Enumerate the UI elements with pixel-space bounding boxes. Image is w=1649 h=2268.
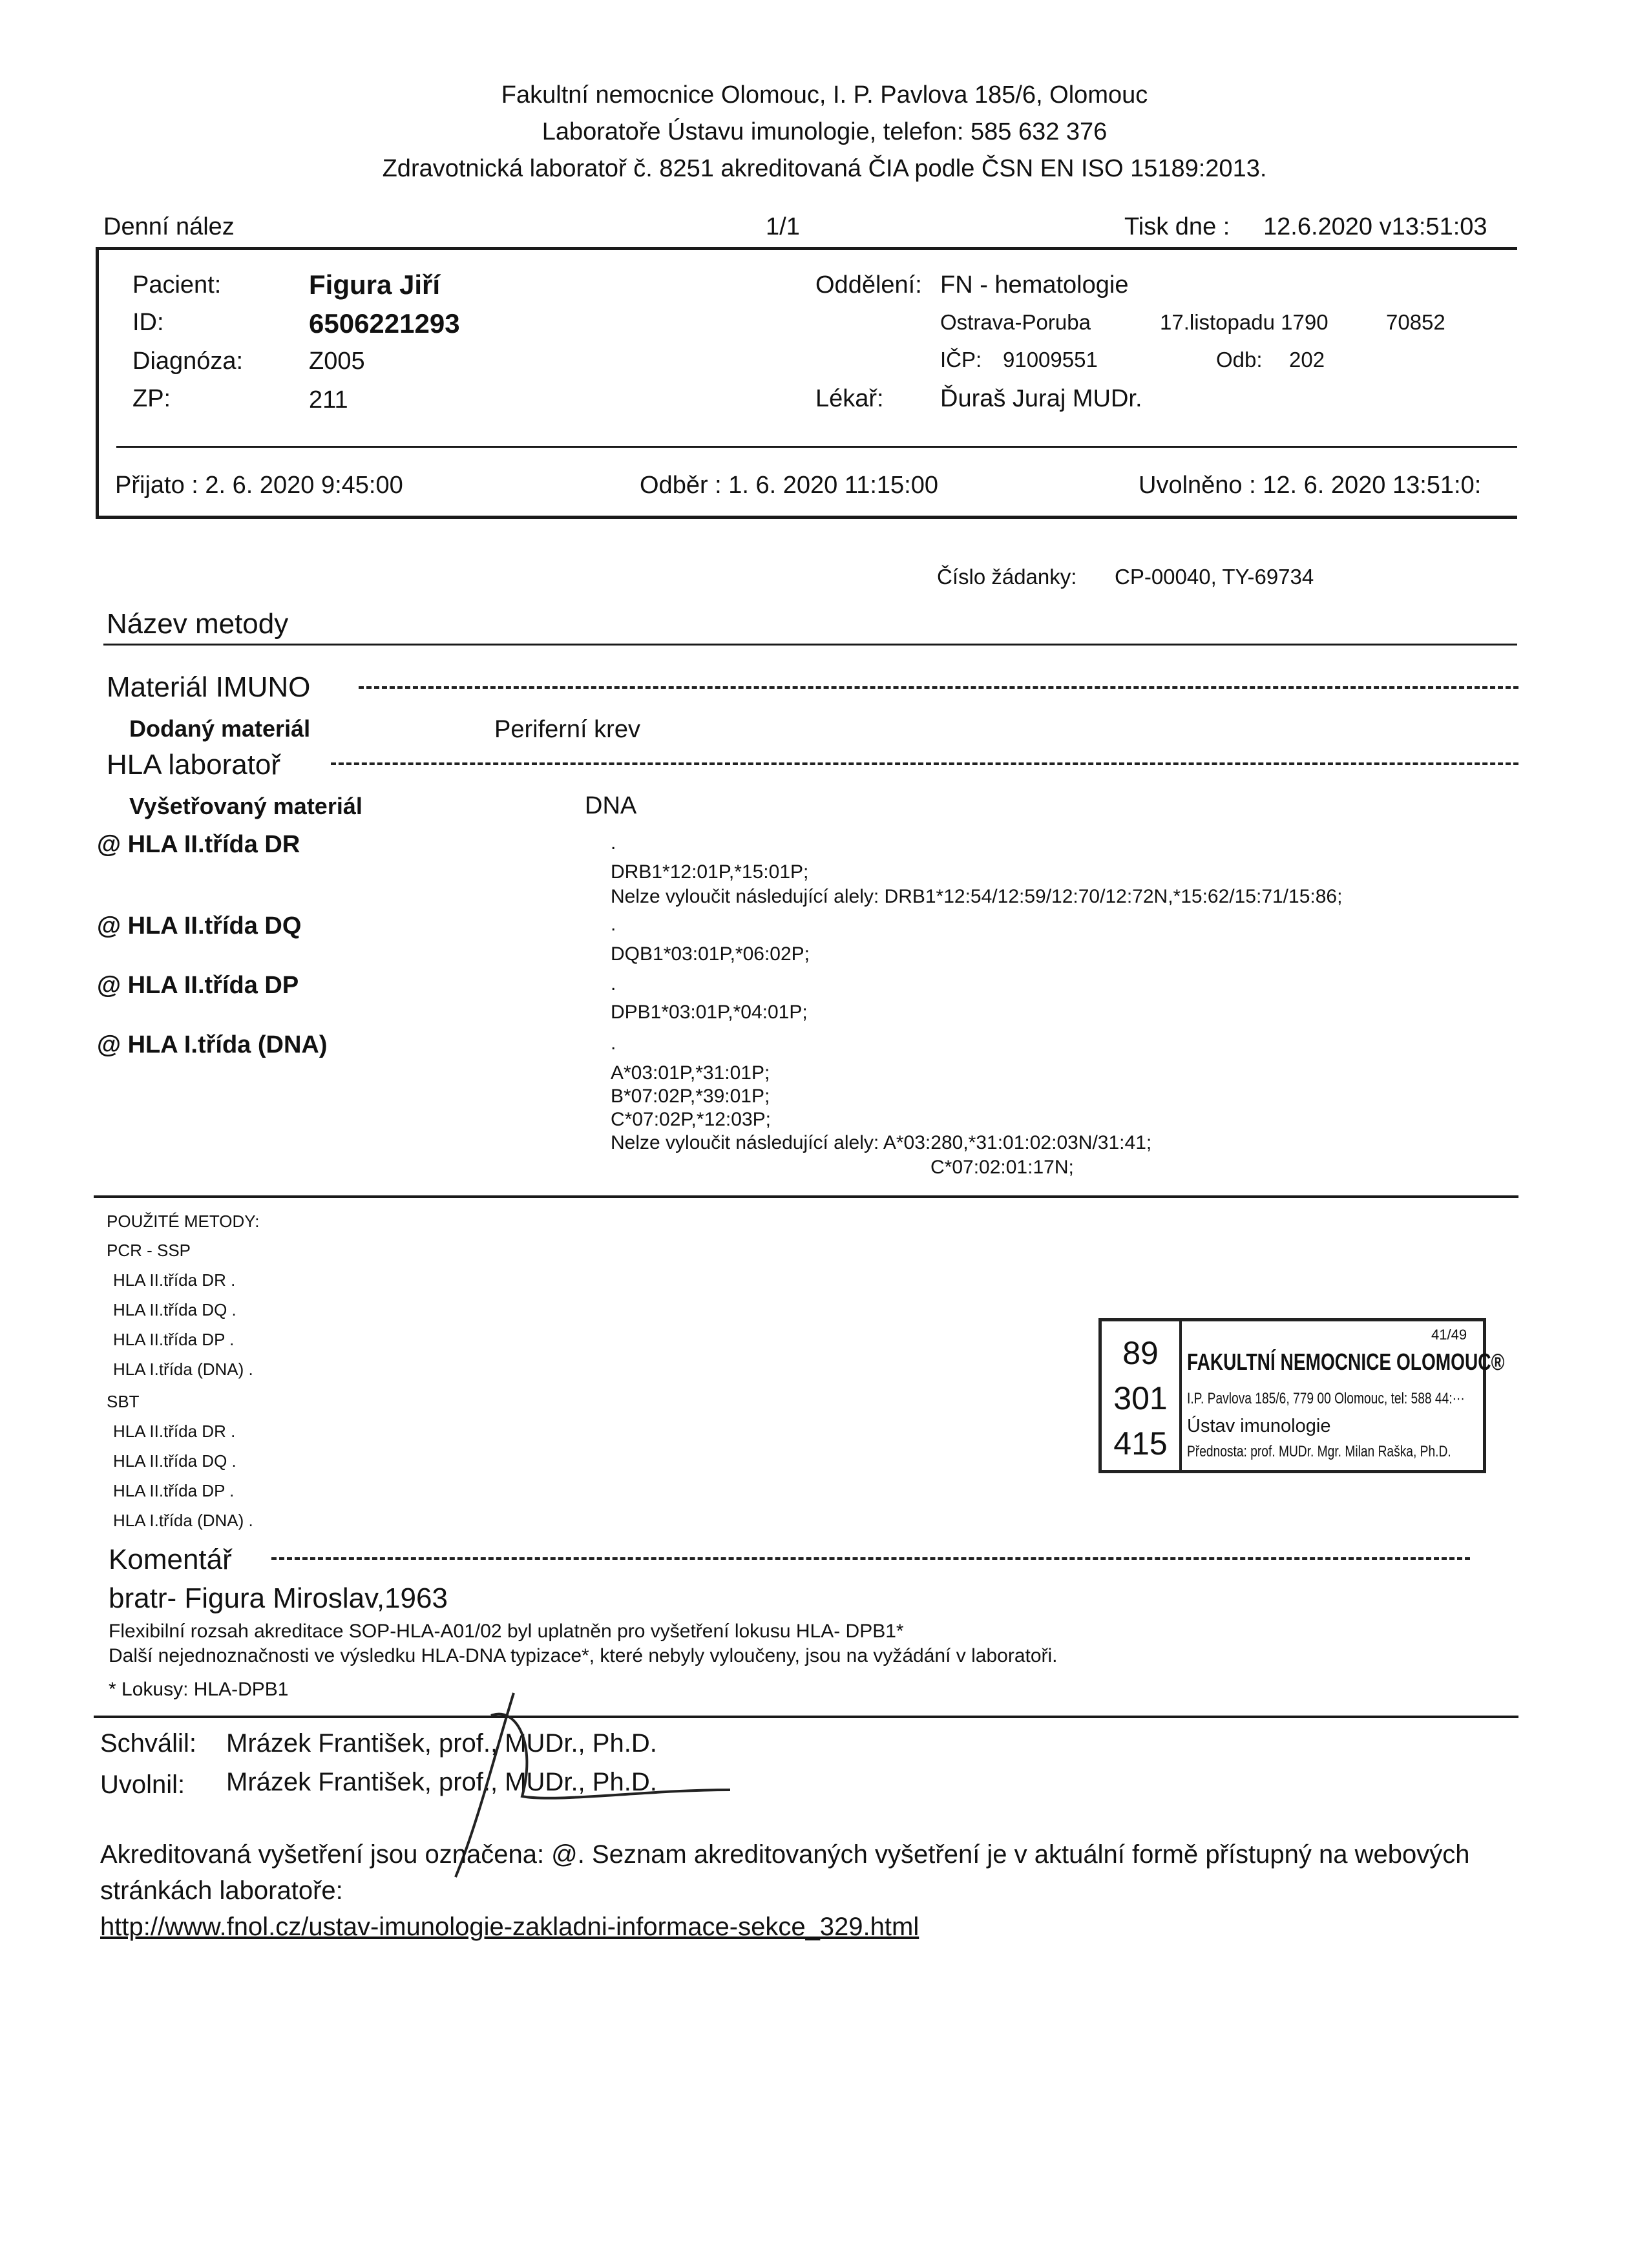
collection-date: Odběr : 1. 6. 2020 11:15:00 — [640, 472, 938, 499]
icp-label: IČP: — [940, 348, 982, 372]
patient-id: 6506221293 — [309, 308, 460, 339]
examined-material-value: DNA — [585, 792, 637, 819]
doctor-label: Lékař: — [815, 385, 884, 412]
footer-url-link[interactable]: http://www.fnol.cz/ustav-imunologie-zakladni-informace-sekce_329.html — [100, 1913, 919, 1941]
stamp-department: Ústav imunologie — [1187, 1416, 1331, 1436]
result-name: @ HLA II.třída DQ — [97, 912, 302, 940]
released-by: Mrázek František, prof., MUDr., Ph.D. — [226, 1768, 657, 1796]
diagnosis-value: Z005 — [309, 348, 365, 375]
result-name: @ HLA I.třída (DNA) — [97, 1031, 328, 1058]
comment-line: Další nejednoznačnosti ve výsledku HLA-DNA typizace*, které nebyly vyloučeny, jsou na vyžádání v laboratoři. — [109, 1645, 1058, 1666]
result-line: DPB1*03:01P,*04:01P; — [611, 1002, 808, 1023]
methods-heading: POUŽITÉ METODY: — [107, 1212, 260, 1231]
odb-label: Odb: — [1216, 348, 1263, 372]
department-zip: 70852 — [1386, 310, 1445, 334]
examined-material-label: Vyšetřovaný materiál — [129, 793, 362, 819]
stamp-number: 415 — [1113, 1425, 1168, 1462]
doctor-value: Ďuraš Juraj MUDr. — [940, 385, 1142, 412]
patient-name-label: Pacient: — [132, 271, 222, 299]
stamp-number: 89 — [1122, 1335, 1159, 1371]
stamp-number: 301 — [1113, 1380, 1168, 1416]
stamp-address: I.P. Pavlova 185/6, 779 00 Olomouc, tel: 588 44:··· — [1187, 1390, 1465, 1407]
department-label: Oddělení: — [815, 271, 922, 299]
section-hla-lab: HLA laboratoř — [107, 749, 281, 781]
insurance-value: 211 — [309, 386, 348, 414]
result-dot: . — [611, 914, 616, 935]
released-label: Uvolnil: — [100, 1770, 185, 1799]
print-date-value: 12.6.2020 v13:51:03 — [1263, 213, 1487, 240]
stamp-title: FAKULTNÍ NEMOCNICE OLOMOUC® — [1187, 1349, 1505, 1375]
result-dot: . — [611, 832, 616, 854]
comment-line: * Lokusy: HLA-DPB1 — [109, 1679, 289, 1700]
method-pcr-ssp: PCR - SSP — [107, 1241, 191, 1260]
patient-name: Figura Jiří — [309, 269, 441, 300]
method-item: HLA II.třída DP . — [113, 1330, 235, 1349]
lab-phone: Laboratoře Ústavu imunologie, telefon: 585 632 376 — [541, 118, 1108, 145]
lab-address: Fakultní nemocnice Olomouc, I. P. Pavlova 185/6, Olomouc — [501, 81, 1148, 109]
supplied-material-label: Dodaný materiál — [129, 715, 311, 742]
method-sbt: SBT — [107, 1392, 140, 1411]
result-line: Nelze vyloučit následující alely: DRB1*12:54/12:59/12:70/12:72N,*15:62/15:71/15:86; — [611, 886, 1343, 907]
icp-value: 91009551 — [1003, 348, 1098, 372]
method-item: HLA II.třída DQ . — [113, 1300, 236, 1319]
lab-accreditation: Zdravotnická laboratoř č. 8251 akreditovaná ČIA podle ČSN EN ISO 15189:2013. — [382, 155, 1267, 182]
footer-accreditation: Akreditovaná vyšetření jsou označena: @. Seznam akreditovaných vyšetření je v aktuální formě přístupný na webových — [100, 1840, 1470, 1869]
section-material-imuno: Materiál IMUNO — [107, 671, 311, 703]
approved-label: Schválil: — [100, 1729, 196, 1758]
report-type: Denní nález — [103, 213, 235, 240]
department-street: 17.listopadu 1790 — [1160, 310, 1329, 334]
insurance-label: ZP: — [132, 385, 171, 412]
method-heading: Název metody — [107, 608, 289, 640]
page-number: 1/1 — [766, 213, 800, 240]
result-line: DQB1*03:01P,*06:02P; — [611, 943, 810, 965]
received-date: Přijato : 2. 6. 2020 9:45:00 — [115, 472, 403, 499]
release-date: Uvolněno : 12. 6. 2020 13:51:0: — [1139, 472, 1482, 499]
comment-main: bratr- Figura Miroslav,1963 — [109, 1582, 448, 1614]
patient-id-label: ID: — [132, 309, 164, 336]
diagnosis-label: Diagnóza: — [132, 348, 244, 375]
department-city: Ostrava-Poruba — [940, 310, 1091, 334]
department-value: FN - hematologie — [940, 271, 1129, 299]
supplied-material-value: Periferní krev — [494, 716, 640, 743]
result-name: @ HLA II.třída DR — [97, 831, 300, 858]
method-item: HLA II.třída DQ . — [113, 1451, 236, 1471]
result-line: C*07:02P,*12:03P; — [611, 1109, 771, 1130]
result-line: C*07:02:01:17N; — [930, 1157, 1074, 1178]
result-dot: . — [611, 973, 616, 994]
method-item: HLA II.třída DR . — [113, 1270, 236, 1290]
method-item: HLA I.třída (DNA) . — [113, 1360, 253, 1379]
footer-web-label: stránkách laboratoře: — [100, 1876, 343, 1905]
stamp-head: Přednosta: prof. MUDr. Mgr. Milan Raška, Ph.D. — [1187, 1443, 1451, 1460]
request-number-value: CP-00040, TY-69734 — [1115, 565, 1314, 589]
result-name: @ HLA II.třída DP — [97, 972, 299, 999]
request-number-label: Číslo žádanky: — [937, 565, 1077, 589]
comment-line: Flexibilní rozsah akreditace SOP-HLA-A01/02 byl uplatněn pro vyšetření lokusu HLA- DPB1* — [109, 1621, 904, 1642]
result-line: DRB1*12:01P,*15:01P; — [611, 861, 809, 883]
method-item: HLA II.třída DR . — [113, 1422, 236, 1441]
method-item: HLA II.třída DP . — [113, 1481, 235, 1500]
stamp-page: 41/49 — [1431, 1327, 1467, 1343]
comment-label: Komentář — [109, 1544, 232, 1575]
method-item: HLA I.třída (DNA) . — [113, 1511, 253, 1530]
result-line: A*03:01P,*31:01P; — [611, 1062, 770, 1084]
result-line: Nelze vyloučit následující alely: A*03:280,*31:01:02:03N/31:41; — [611, 1132, 1152, 1153]
result-dot: . — [611, 1033, 616, 1054]
approved-by: Mrázek František, prof., MUDr., Ph.D. — [226, 1729, 657, 1758]
odb-value: 202 — [1289, 348, 1325, 372]
result-line: B*07:02P,*39:01P; — [611, 1086, 770, 1107]
print-date-label: Tisk dne : — [1124, 213, 1230, 240]
